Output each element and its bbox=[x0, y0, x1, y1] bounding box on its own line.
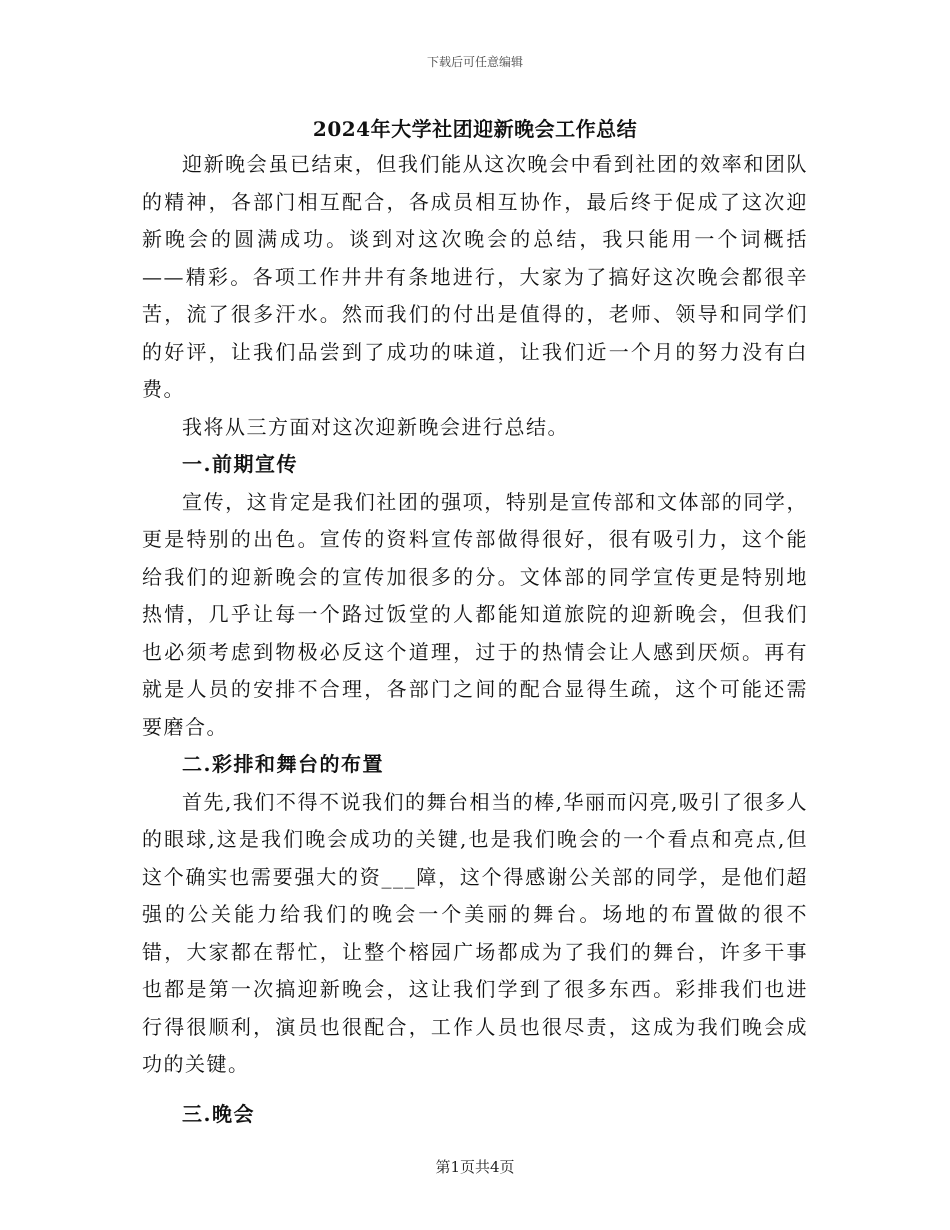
section1-paragraph: 宣传，这肯定是我们社团的强项，特别是宣传部和文体部的同学，更是特别的出色。宣传的资料宣传部做得很好，很有吸引力，这个能给我们的迎新晚会的宣传加很多的分。文体部的同学宣传更是特别地热情，几乎让每一个路过饭堂的人都能知道旅院的迎新晚会，但我们也必须考虑到物极必反这个道理，过于的热情会让人感到厌烦。再有就是人员的安排不合理，各部门之间的配合显得生疏，这个可能还需要磨合。 bbox=[142, 489, 808, 739]
intro-paragraph: 迎新晚会虽已结束，但我们能从这次晚会中看到社团的效率和团队的精神，各部门相互配合，各成员相互协作，最后终于促成了这次迎新晚会的圆满成功。谈到对这次晚会的总结，我只能用一个词概括——精彩。各项工作井井有条地进行，大家为了搞好这次晚会都很辛苦，流了很多汗水。然而我们的付出是值得的，老师、领导和同学们的好评，让我们品尝到了成功的味道，让我们近一个月的努力没有白费。 bbox=[142, 152, 808, 401]
section-heading-1: 一.前期宣传 bbox=[182, 452, 298, 476]
section-heading-2: 二.彩排和舞台的布置 bbox=[182, 752, 384, 776]
document-body bbox=[142, 112, 808, 1133]
document-title: 2024年大学社团迎新晚会工作总结 bbox=[312, 117, 638, 141]
section2-paragraph: 首先,我们不得不说我们的舞台相当的棒,华丽而闪亮,吸引了很多人的眼球,这是我们晚会成功的关键,也是我们晚会的一个看点和亮点,但这个确实也需要强大的资___障，这个得感谢公关部的同学，是他们超强的公关能力给我们的晚会一个美丽的舞台。场地的布置做的很不错，大家都在帮忙，让整个榕园广场都成为了我们的舞台，许多干事也都是第一次搞迎新晚会，这让我们学到了很多东西。彩排我们也进行得很顺利，演员也很配合，工作人员也很尽责，这成为我们晚会成功的关键。 bbox=[142, 789, 808, 1076]
section-heading-3: 三.晚会 bbox=[182, 1101, 255, 1126]
page-footer: 第1页共4页 bbox=[435, 1158, 515, 1176]
overview-paragraph: 我将从三方面对这次迎新晚会进行总结。 bbox=[182, 414, 569, 439]
header-note: 下载后可任意编辑 bbox=[426, 55, 523, 69]
